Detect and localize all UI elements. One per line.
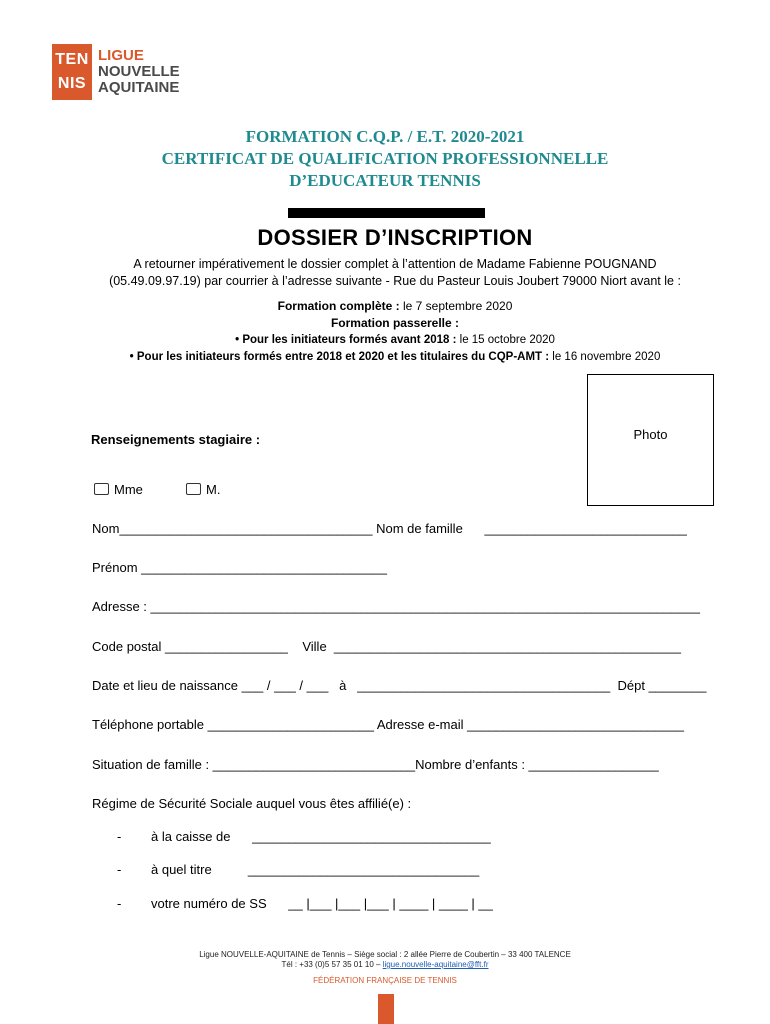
field-naissance[interactable]: Date et lieu de naissance ___ / ___ / ___ à ___________________________________ Dépt ________ [92,678,707,693]
title-line-3: D’EDUCATEUR TENNIS [289,171,481,190]
field-code-postal-ville[interactable]: Code postal _________________ Ville ________________________________________________ [92,639,681,654]
field-numero-ss[interactable]: votre numéro de SS __ |___ |___ |___ | ____ | ____ | __ [151,896,493,911]
page-footer [0,950,770,970]
mme-checkbox[interactable] [94,483,109,495]
deadline-passerelle [0,315,770,332]
field-regime-label: Régime de Sécurité Sociale auquel vous êtes affilié(e) : [92,796,412,811]
document-title [0,126,770,192]
dash-3: - [117,896,122,911]
mme-label: Mme [114,482,143,497]
field-nom[interactable]: Nom___________________________________ Nom de famille ____________________________ [92,521,687,536]
dash-1: - [117,829,122,844]
footer-address: Ligue NOUVELLE-AQUITAINE de Tennis – Siège social : 2 allée Pierre de Coubertin – 33 400 TALENCE [199,950,571,959]
logo-word-ligue: LIGUE [98,47,144,64]
deadline-complete-label: Formation complète : [277,299,400,313]
field-titre[interactable]: à quel titre ________________________________ [151,862,480,877]
civility-mme[interactable] [94,482,143,497]
field-adresse[interactable]: Adresse : ____________________________________________________________________________ [92,599,701,614]
deadline-passerelle-label: Formation passerelle : [330,316,460,330]
federation-name: FÉDÉRATION FRANÇAISE DE TENNIS [313,976,457,985]
bullet-1-value: le 15 octobre 2020 [456,334,555,346]
intro-text [80,256,710,290]
footer-email-link[interactable]: ligue.nouvelle-aquitaine@fft.fr [382,960,489,969]
logo-mark [52,44,92,100]
logo-wordmark [98,48,258,96]
logo-mark-top: TEN [55,51,89,68]
logo-mark-bottom: NIS [57,75,87,92]
civility-m[interactable] [186,482,220,497]
m-label: M. [206,482,221,497]
field-situation-famille[interactable]: Situation de famille : ____________________________Nombre d’enfants : __________________ [92,757,659,772]
logo-word-aquitaine: AQUITAINE [98,79,180,96]
footer-phone: Tél : +33 (0)5 57 35 01 10 – [281,960,383,969]
title-line-2: CERTIFICAT DE QUALIFICATION PROFESSIONNELLE [161,149,609,168]
intro-line-1: A retourner impérativement le dossier complet à l’attention de Madame Fabienne POUGNAND [133,257,657,271]
bullet-1-label: • Pour les initiateurs formés avant 2018 : [235,334,457,346]
deadline-complete-value: le 7 septembre 2020 [399,299,513,313]
bullet-2-label: • Pour les initiateurs formés entre 2018 et 2020 et les titulaires du CQP-AMT : [129,351,550,363]
photo-box[interactable] [587,374,714,506]
title-line-1: FORMATION C.Q.P. / E.T. 2020-2021 [245,127,525,146]
deadline-bullet-1 [0,332,770,349]
title-divider-bar [288,208,485,218]
deadline-bullet-2 [0,349,770,366]
field-caisse[interactable]: à la caisse de _________________________________ [151,829,491,844]
section-label-trainee: Renseignements stagiaire : [91,432,261,447]
bullet-2-value: le 16 novembre 2020 [549,351,661,363]
footer-contact [0,960,770,970]
field-telephone-email[interactable]: Téléphone portable _______________________ Adresse e-mail ______________________________ [92,717,685,732]
footer-accent-strip [378,994,394,1024]
field-prenom[interactable]: Prénom __________________________________ [92,560,387,575]
intro-line-2: (05.49.09.97.19) par courrier à l’adresse suivante - Rue du Pasteur Louis Joubert 79000 Niort avant le : [109,274,681,288]
logo-word-nouvelle: NOUVELLE [98,63,180,80]
photo-label: Photo [633,427,668,442]
deadline-block [0,298,770,366]
page-heading: DOSSIER D’INSCRIPTION [257,225,533,250]
deadline-complete [0,298,770,315]
dash-2: - [117,862,122,877]
m-checkbox[interactable] [186,483,201,495]
